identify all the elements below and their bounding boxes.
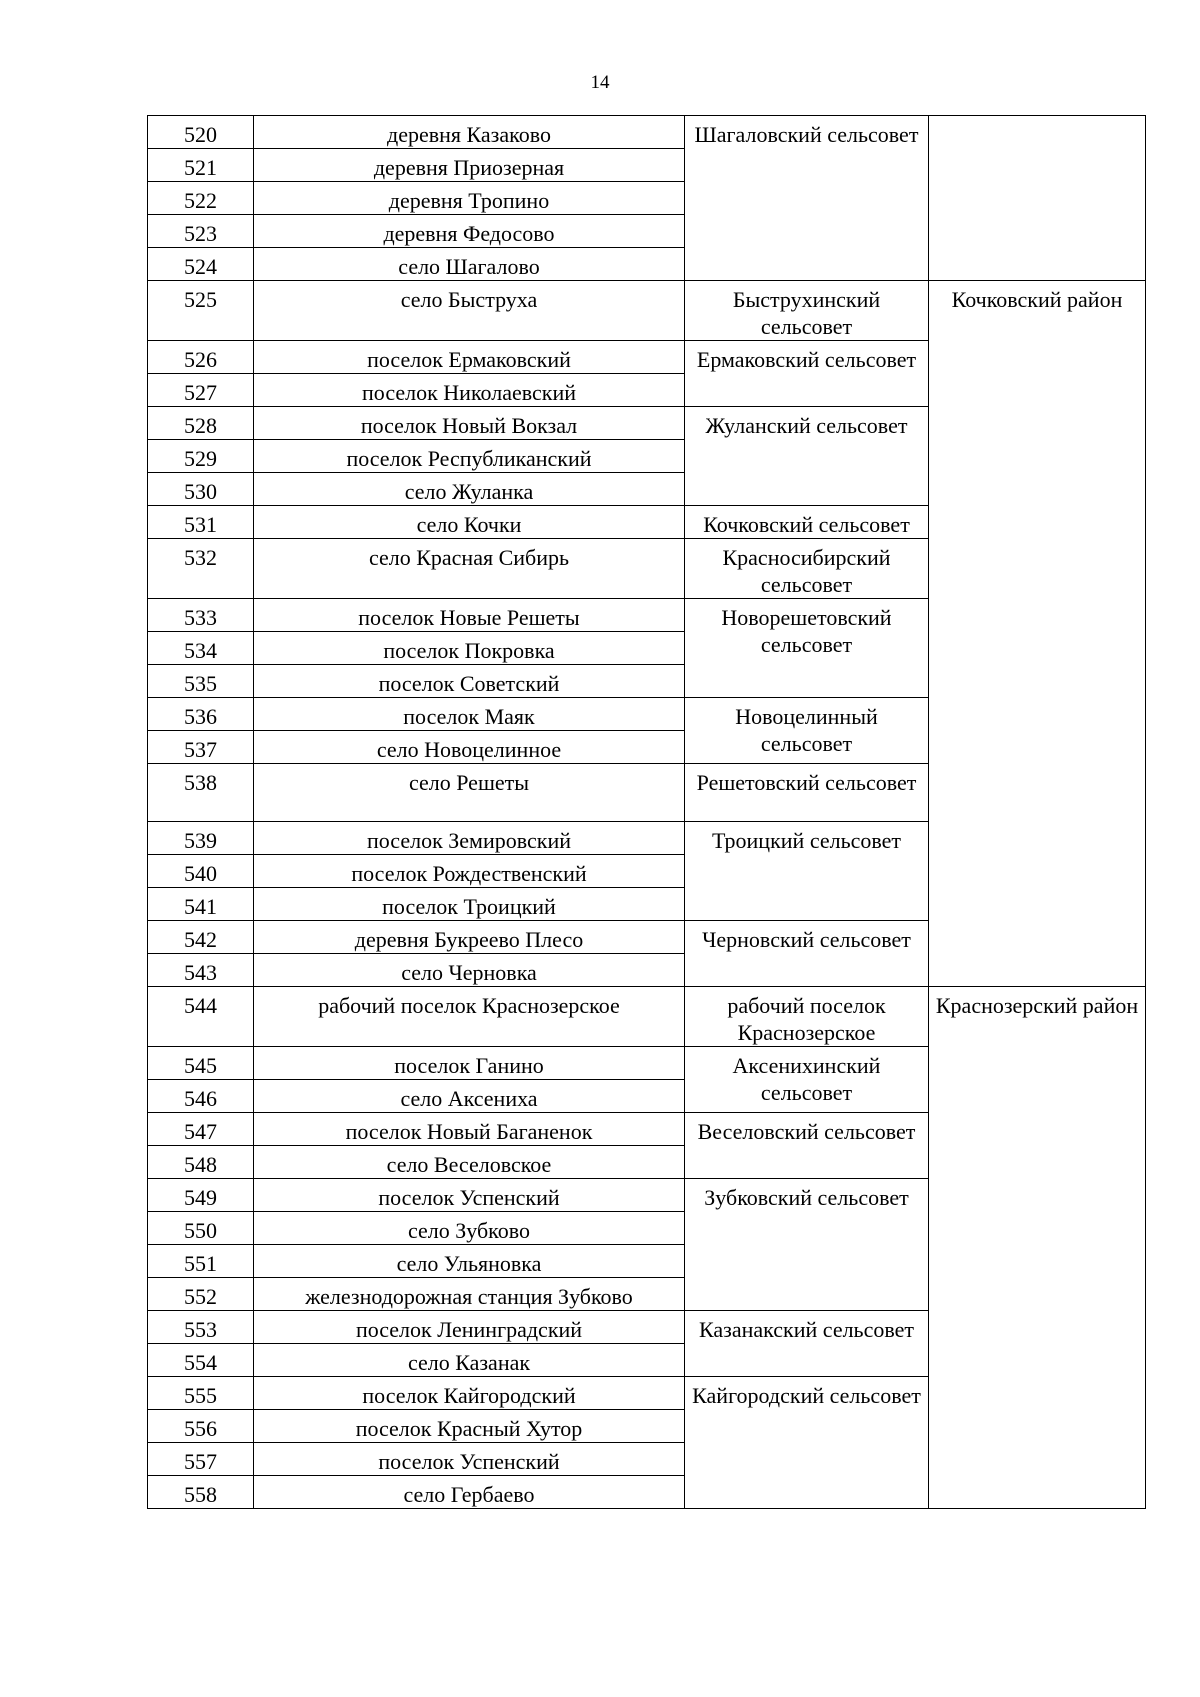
settlement-name-cell: поселок Троицкий	[254, 888, 685, 921]
row-number-cell: 543	[148, 954, 254, 987]
municipality-cell: Шагаловский сельсовет	[685, 116, 929, 281]
row-number-cell: 526	[148, 341, 254, 374]
row-number-cell: 528	[148, 407, 254, 440]
district-cell: Краснозерский район	[929, 987, 1146, 1509]
row-number-cell: 558	[148, 1476, 254, 1509]
row-number-cell: 524	[148, 248, 254, 281]
municipality-cell: Казанакский сельсовет	[685, 1311, 929, 1377]
settlement-name-cell: рабочий поселок Краснозерское	[254, 987, 685, 1047]
row-number-cell: 547	[148, 1113, 254, 1146]
municipality-cell: Ермаковский сельсовет	[685, 341, 929, 407]
table-row	[148, 987, 1146, 1047]
settlement-name-cell: поселок Покровка	[254, 632, 685, 665]
row-number-cell: 557	[148, 1443, 254, 1476]
table-row	[148, 281, 1146, 341]
settlement-name-cell: поселок Новые Решеты	[254, 599, 685, 632]
settlements-table	[147, 115, 1146, 1509]
settlement-name-cell: село Аксениха	[254, 1080, 685, 1113]
settlement-name-cell: село Кочки	[254, 506, 685, 539]
settlement-name-cell: деревня Казаково	[254, 116, 685, 149]
row-number-cell: 532	[148, 539, 254, 599]
municipality-cell: Черновский сельсовет	[685, 921, 929, 987]
row-number-cell: 550	[148, 1212, 254, 1245]
settlement-name-cell: село Гербаево	[254, 1476, 685, 1509]
row-number-cell: 548	[148, 1146, 254, 1179]
settlement-name-cell: железнодорожная станция Зубково	[254, 1278, 685, 1311]
settlement-name-cell: село Быструха	[254, 281, 685, 341]
settlement-name-cell: поселок Ермаковский	[254, 341, 685, 374]
row-number-cell: 522	[148, 182, 254, 215]
settlement-name-cell: поселок Ганино	[254, 1047, 685, 1080]
row-number-cell: 534	[148, 632, 254, 665]
settlement-name-cell: деревня Приозерная	[254, 149, 685, 182]
settlement-name-cell: деревня Федосово	[254, 215, 685, 248]
settlement-name-cell: село Ульяновка	[254, 1245, 685, 1278]
row-number-cell: 540	[148, 855, 254, 888]
row-number-cell: 555	[148, 1377, 254, 1410]
row-number-cell: 533	[148, 599, 254, 632]
row-number-cell: 549	[148, 1179, 254, 1212]
municipality-cell: Быструхинский сельсовет	[685, 281, 929, 341]
settlement-name-cell: поселок Маяк	[254, 698, 685, 731]
row-number-cell: 545	[148, 1047, 254, 1080]
row-number-cell: 531	[148, 506, 254, 539]
row-number-cell: 536	[148, 698, 254, 731]
settlement-name-cell: село Новоцелинное	[254, 731, 685, 764]
district-cell: Кочковский район	[929, 281, 1146, 987]
settlement-name-cell: поселок Кайгородский	[254, 1377, 685, 1410]
row-number-cell: 538	[148, 764, 254, 822]
municipality-cell: Троицкий сельсовет	[685, 822, 929, 921]
row-number-cell: 527	[148, 374, 254, 407]
row-number-cell: 552	[148, 1278, 254, 1311]
row-number-cell: 529	[148, 440, 254, 473]
settlement-name-cell: деревня Тропино	[254, 182, 685, 215]
row-number-cell: 537	[148, 731, 254, 764]
row-number-cell: 554	[148, 1344, 254, 1377]
settlement-name-cell: поселок Рождественский	[254, 855, 685, 888]
table-body	[148, 116, 1146, 1509]
page-number: 14	[590, 72, 610, 93]
settlement-name-cell: поселок Новый Баганенок	[254, 1113, 685, 1146]
settlement-name-cell: село Черновка	[254, 954, 685, 987]
settlement-name-cell: село Зубково	[254, 1212, 685, 1245]
row-number-cell: 521	[148, 149, 254, 182]
settlement-name-cell: село Казанак	[254, 1344, 685, 1377]
municipality-cell: Кочковский сельсовет	[685, 506, 929, 539]
district-cell	[929, 116, 1146, 281]
settlement-name-cell: поселок Красный Хутор	[254, 1410, 685, 1443]
row-number-cell: 530	[148, 473, 254, 506]
row-number-cell: 520	[148, 116, 254, 149]
row-number-cell: 535	[148, 665, 254, 698]
municipality-cell: Новорешетовский сельсовет	[685, 599, 929, 698]
row-number-cell: 544	[148, 987, 254, 1047]
settlement-name-cell: поселок Новый Вокзал	[254, 407, 685, 440]
municipality-cell: Новоцелинный сельсовет	[685, 698, 929, 764]
settlement-name-cell: деревня Букреево Плесо	[254, 921, 685, 954]
settlement-name-cell: село Шагалово	[254, 248, 685, 281]
municipality-cell: Жуланский сельсовет	[685, 407, 929, 506]
municipality-cell: Кайгородский сельсовет	[685, 1377, 929, 1509]
settlement-name-cell: поселок Земировский	[254, 822, 685, 855]
row-number-cell: 553	[148, 1311, 254, 1344]
settlement-name-cell: село Веселовское	[254, 1146, 685, 1179]
row-number-cell: 542	[148, 921, 254, 954]
municipality-cell: Аксенихинский сельсовет	[685, 1047, 929, 1113]
settlement-name-cell: поселок Ленинградский	[254, 1311, 685, 1344]
municipality-cell: Зубковский сельсовет	[685, 1179, 929, 1311]
municipality-cell: рабочий поселок Краснозерское	[685, 987, 929, 1047]
row-number-cell: 525	[148, 281, 254, 341]
row-number-cell: 546	[148, 1080, 254, 1113]
row-number-cell: 539	[148, 822, 254, 855]
row-number-cell: 541	[148, 888, 254, 921]
row-number-cell: 551	[148, 1245, 254, 1278]
municipality-cell: Решетовский сельсовет	[685, 764, 929, 822]
row-number-cell: 523	[148, 215, 254, 248]
municipality-cell: Красносибирский сельсовет	[685, 539, 929, 599]
settlement-name-cell: поселок Республиканский	[254, 440, 685, 473]
municipality-cell: Веселовский сельсовет	[685, 1113, 929, 1179]
settlement-name-cell: поселок Успенский	[254, 1179, 685, 1212]
settlement-name-cell: село Жуланка	[254, 473, 685, 506]
table-row	[148, 116, 1146, 149]
settlement-name-cell: село Решеты	[254, 764, 685, 822]
settlement-name-cell: поселок Успенский	[254, 1443, 685, 1476]
settlement-name-cell: село Красная Сибирь	[254, 539, 685, 599]
row-number-cell: 556	[148, 1410, 254, 1443]
settlement-name-cell: поселок Николаевский	[254, 374, 685, 407]
settlement-name-cell: поселок Советский	[254, 665, 685, 698]
